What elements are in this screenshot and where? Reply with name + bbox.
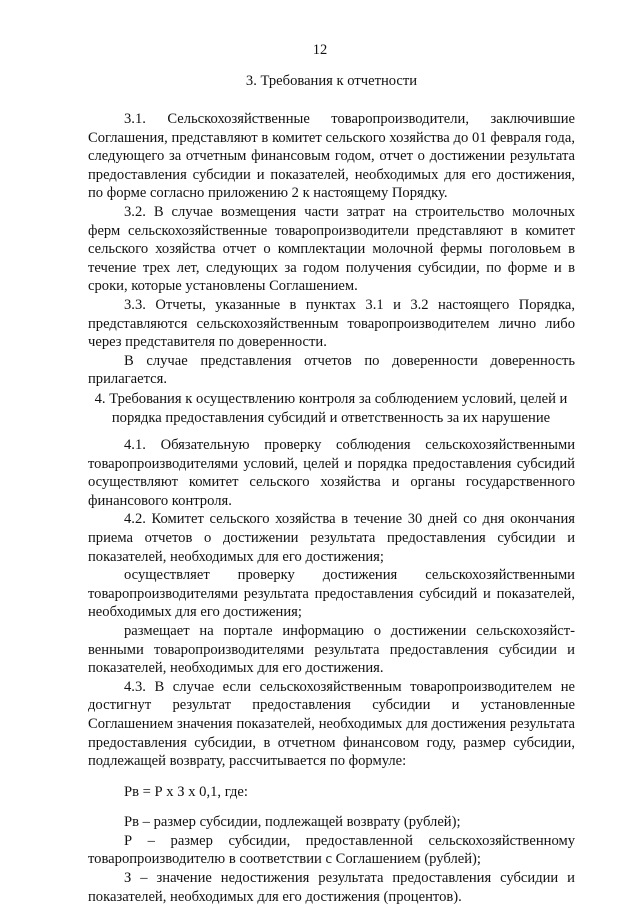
section-4-body [88, 436, 575, 906]
definition-z: З – значение недостижения результата предоставления субсидии и показателей, необходимых для его достижения (процентов). [88, 870, 575, 905]
section-3-heading: 3. Требования к отчетности [245, 73, 418, 89]
paragraph-3-1: 3.1. Сельскохозяйственные товаропроизводители, заключившие Соглашения, представляют в комитет сельского хозяйства до 01 февраля года, следующего за отчетным финансовым годом, отчет о достижении результата предоставления субсидии и показателей, необходимых для его достижения, по форме согласно приложению 2 к настоящему Порядку. [88, 111, 575, 202]
paragraph-4-2-portal: размещает на портале информацию о достижении сельскохозяйст-венными товаропроизводителями результата предоставления субсидии и показателей, необходимых для его достижения. [88, 622, 575, 677]
paragraph-4-2-check: осуществляет проверку достижения сельскохозяйственными товаропроизводителями результата предоставления субсидий и показателей, необходимых для его достижения; [88, 567, 575, 621]
paragraph-3-3: 3.3. Отчеты, указанные в пунктах 3.1 и 3.2 настоящего Порядка, представляются сельскохозяйственным товаропроизводителем лично либо через представителя по доверенности. [88, 296, 575, 351]
paragraph-3-2: 3.2. В случае возмещения части затрат на строительство молочных ферм сельскохозяйственные товаропроизводители представляют в комитет сельского хозяйства отчет о комплектации молочной фермы поголовьем в течение трех лет, следующих за годом получения субсидии, по форме и в сроки, которые установлены Соглашением. [88, 203, 575, 295]
paragraph-3-note: В случае представления отчетов по доверенности доверенность прилагается. [88, 352, 575, 388]
refund-formula: Рв = Р x З x 0,1, где: [124, 783, 248, 800]
definition-rv: Рв – размер субсидии, подлежащей возврату (рублей); [124, 814, 461, 831]
paragraph-4-2: 4.2. Комитет сельского хозяйства в течение 30 дней со дня окончания приема отчетов о достижении результата предоставления субсидии и показателей, необходимых для его достижения; [88, 511, 575, 565]
section-4-heading: 4. Требования к осуществлению контроля за соблюдением условий, целей и порядка предоставления субсидий и ответственность за их нарушение [94, 391, 568, 426]
page-number: 12 [312, 42, 328, 58]
definition-r: Р – размер субсидии, предоставленной сельскохозяйственному товаропроизводителю в соответствии с Соглашением (рублей); [88, 832, 575, 868]
section-3-body [88, 110, 575, 389]
paragraph-4-1: 4.1. Обязательную проверку соблюдения сельскохозяйственными товаропроизводителями условий, целей и порядка предоставления субсидий осуществляют комитет сельского хозяйства и органы государственного финансового контроля. [88, 437, 575, 509]
paragraph-4-3: 4.3. В случае если сельскохозяйственным товаропроизводителем не достигнут результат предоставления субсидии и установленные Соглашением значения показателей, необходимых для достижения результата предоставления субсидии, в отчетном финансовом году, размер субсидии, подлежащей возврату, рассчитывается по формуле: [88, 678, 575, 770]
